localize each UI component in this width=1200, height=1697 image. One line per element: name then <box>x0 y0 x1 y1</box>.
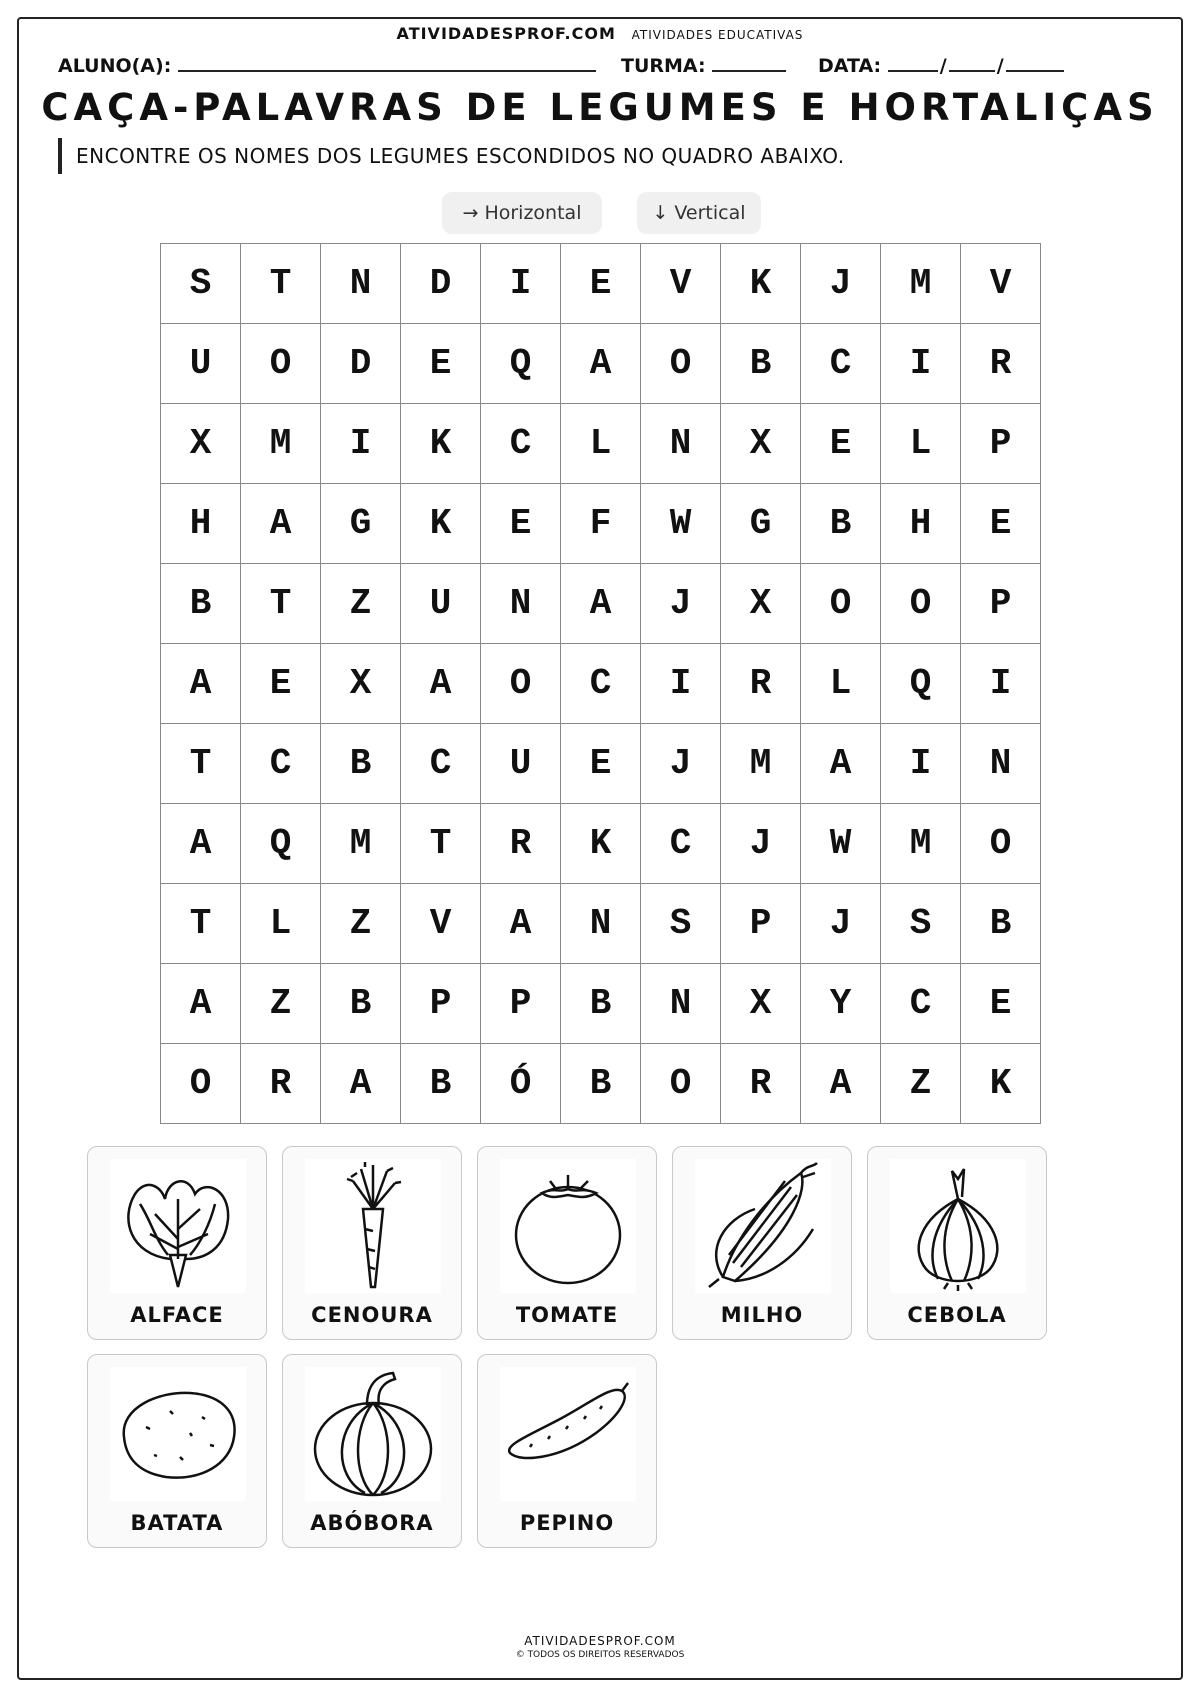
grid-cell[interactable]: P <box>721 884 801 964</box>
grid-cell[interactable]: V <box>961 244 1041 324</box>
grid-row <box>161 644 1041 724</box>
grid-cell[interactable]: E <box>561 244 641 324</box>
grid-cell[interactable]: J <box>721 804 801 884</box>
grid-cell[interactable]: E <box>561 724 641 804</box>
grid-cell[interactable]: A <box>801 1044 881 1124</box>
turma-field[interactable] <box>621 52 786 77</box>
grid-cell[interactable]: P <box>961 404 1041 484</box>
grid-cell[interactable]: O <box>961 804 1041 884</box>
grid-cell[interactable]: P <box>961 564 1041 644</box>
grid-row <box>161 724 1041 804</box>
grid-cell[interactable]: I <box>961 644 1041 724</box>
grid-cell[interactable]: Q <box>881 644 961 724</box>
cucumber-icon <box>500 1367 636 1501</box>
data-field[interactable] <box>818 52 1064 77</box>
grid-cell[interactable]: C <box>241 724 321 804</box>
grid-cell[interactable]: M <box>241 404 321 484</box>
grid-cell[interactable]: J <box>801 884 881 964</box>
grid-cell[interactable]: N <box>561 884 641 964</box>
grid-cell[interactable]: E <box>961 484 1041 564</box>
word-label: ALFACE <box>130 1303 224 1327</box>
site-subtitle: ATIVIDADES EDUCATIVAS <box>631 28 804 42</box>
grid-cell[interactable]: G <box>321 484 401 564</box>
grid-cell[interactable]: A <box>321 1044 401 1124</box>
corn-icon <box>695 1159 831 1293</box>
grid-cell[interactable]: F <box>561 484 641 564</box>
grid-cell[interactable]: N <box>961 724 1041 804</box>
word-card-alface <box>87 1146 267 1340</box>
grid-cell[interactable]: I <box>321 404 401 484</box>
grid-row <box>161 404 1041 484</box>
grid-cell[interactable]: A <box>561 324 641 404</box>
page-title: CAÇA-PALAVRAS DE LEGUMES E HORTALIÇAS <box>41 86 1159 129</box>
grid-cell[interactable]: C <box>801 324 881 404</box>
word-label: PEPINO <box>519 1511 615 1535</box>
grid-cell[interactable]: C <box>881 964 961 1044</box>
grid-cell[interactable]: C <box>641 804 721 884</box>
grid-cell[interactable]: B <box>961 884 1041 964</box>
grid-cell[interactable]: Y <box>801 964 881 1044</box>
grid-cell[interactable]: E <box>801 404 881 484</box>
data-label: DATA: <box>818 55 882 77</box>
grid-cell[interactable]: Ó <box>481 1044 561 1124</box>
grid-cell[interactable]: P <box>401 964 481 1044</box>
grid-cell[interactable]: M <box>881 244 961 324</box>
grid-cell[interactable]: Q <box>481 324 561 404</box>
grid-row <box>161 324 1041 404</box>
word-search-grid <box>160 243 1041 1124</box>
grid-cell[interactable]: B <box>721 324 801 404</box>
lettuce-icon <box>110 1159 246 1293</box>
word-label: CEBOLA <box>907 1303 1007 1327</box>
turma-line[interactable] <box>712 52 786 72</box>
site-name: ATIVIDADESPROF.COM <box>396 24 616 43</box>
word-card-batata <box>87 1354 267 1548</box>
grid-row <box>161 964 1041 1044</box>
grid-cell[interactable]: J <box>641 724 721 804</box>
grid-cell[interactable]: A <box>241 484 321 564</box>
grid-row <box>161 804 1041 884</box>
grid-cell[interactable]: N <box>481 564 561 644</box>
aluno-label: ALUNO(A): <box>58 55 172 77</box>
grid-cell[interactable]: B <box>801 484 881 564</box>
grid-cell[interactable]: T <box>161 724 241 804</box>
grid-cell[interactable]: K <box>961 1044 1041 1124</box>
grid-cell[interactable]: L <box>561 404 641 484</box>
grid-cell[interactable]: U <box>481 724 561 804</box>
aluno-line[interactable] <box>178 52 596 72</box>
grid-cell[interactable]: T <box>401 804 481 884</box>
grid-cell[interactable]: J <box>641 564 721 644</box>
grid-cell[interactable]: R <box>481 804 561 884</box>
grid-cell[interactable]: R <box>721 1044 801 1124</box>
grid-cell[interactable]: V <box>641 244 721 324</box>
grid-cell[interactable]: X <box>321 644 401 724</box>
grid-cell[interactable]: S <box>641 884 721 964</box>
grid-cell[interactable]: N <box>641 404 721 484</box>
footer <box>0 1634 1200 1660</box>
year-line[interactable] <box>1006 52 1064 72</box>
grid-cell[interactable]: B <box>321 724 401 804</box>
grid-cell[interactable]: T <box>241 564 321 644</box>
grid-cell[interactable]: U <box>401 564 481 644</box>
vertical-direction-badge: ↓ Vertical <box>637 192 761 234</box>
grid-cell[interactable]: Z <box>321 564 401 644</box>
grid-cell[interactable]: C <box>481 404 561 484</box>
grid-cell[interactable]: A <box>161 964 241 1044</box>
grid-cell[interactable]: N <box>321 244 401 324</box>
grid-cell[interactable]: M <box>881 804 961 884</box>
word-card-milho <box>672 1146 852 1340</box>
grid-cell[interactable]: H <box>881 484 961 564</box>
grid-cell[interactable]: Z <box>321 884 401 964</box>
grid-cell[interactable]: M <box>721 724 801 804</box>
instruction-text: ENCONTRE OS NOMES DOS LEGUMES ESCONDIDOS NO QUADRO ABAIXO. <box>58 138 845 174</box>
grid-cell[interactable]: E <box>481 484 561 564</box>
grid-cell[interactable]: I <box>641 644 721 724</box>
footer-site: ATIVIDADESPROF.COM <box>524 1634 676 1648</box>
grid-cell[interactable]: A <box>801 724 881 804</box>
grid-cell[interactable]: B <box>561 1044 641 1124</box>
grid-cell[interactable]: J <box>801 244 881 324</box>
grid-row <box>161 884 1041 964</box>
grid-row <box>161 564 1041 644</box>
word-card-abobora <box>282 1354 462 1548</box>
date-slash: / <box>996 55 1004 77</box>
grid-cell[interactable]: U <box>161 324 241 404</box>
word-card-pepino <box>477 1354 657 1548</box>
turma-label: TURMA: <box>621 55 706 77</box>
word-label: CENOURA <box>311 1303 433 1327</box>
grid-cell[interactable]: X <box>721 564 801 644</box>
grid-cell[interactable]: A <box>401 644 481 724</box>
tomato-icon <box>500 1159 636 1293</box>
grid-cell[interactable]: M <box>321 804 401 884</box>
horizontal-direction-badge: → Horizontal <box>442 192 602 234</box>
grid-cell[interactable]: I <box>881 324 961 404</box>
grid-cell[interactable]: I <box>881 724 961 804</box>
student-fields <box>58 52 1148 82</box>
grid-cell[interactable]: N <box>641 964 721 1044</box>
grid-cell[interactable]: D <box>401 244 481 324</box>
grid-cell[interactable]: O <box>241 324 321 404</box>
grid-cell[interactable]: R <box>241 1044 321 1124</box>
grid-cell[interactable]: W <box>801 804 881 884</box>
aluno-field[interactable] <box>58 52 596 77</box>
grid-cell[interactable]: E <box>401 324 481 404</box>
grid-cell[interactable]: C <box>561 644 641 724</box>
grid-cell[interactable]: C <box>401 724 481 804</box>
grid-cell[interactable]: T <box>161 884 241 964</box>
grid-cell[interactable]: R <box>721 644 801 724</box>
grid-cell[interactable]: Q <box>241 804 321 884</box>
day-line[interactable] <box>888 52 938 72</box>
grid-cell[interactable]: H <box>161 484 241 564</box>
grid-cell[interactable]: O <box>881 564 961 644</box>
footer-rights: © TODOS OS DIREITOS RESERVADOS <box>515 1650 685 1660</box>
grid-cell[interactable]: S <box>881 884 961 964</box>
grid-row <box>161 1044 1041 1124</box>
grid-cell[interactable]: R <box>961 324 1041 404</box>
grid-cell[interactable]: Z <box>881 1044 961 1124</box>
grid-cell[interactable]: L <box>801 644 881 724</box>
grid-cell[interactable]: O <box>161 1044 241 1124</box>
grid-cell[interactable]: P <box>481 964 561 1044</box>
carrot-icon <box>305 1159 441 1293</box>
grid-cell[interactable]: E <box>241 644 321 724</box>
word-label: ABÓBORA <box>310 1511 434 1535</box>
grid-cell[interactable]: A <box>481 884 561 964</box>
grid-cell[interactable]: W <box>641 484 721 564</box>
grid-row <box>161 244 1041 324</box>
grid-cell[interactable]: K <box>721 244 801 324</box>
grid-cell[interactable]: L <box>881 404 961 484</box>
word-label: BATATA <box>130 1511 224 1535</box>
onion-icon <box>890 1159 1026 1293</box>
grid-cell[interactable]: A <box>161 644 241 724</box>
grid-cell[interactable]: A <box>561 564 641 644</box>
grid-cell[interactable]: B <box>161 564 241 644</box>
word-card-tomate <box>477 1146 657 1340</box>
grid-cell[interactable]: A <box>161 804 241 884</box>
grid-cell[interactable]: T <box>241 244 321 324</box>
grid-cell[interactable]: X <box>721 404 801 484</box>
grid-cell[interactable]: I <box>481 244 561 324</box>
grid-cell[interactable]: L <box>241 884 321 964</box>
pumpkin-icon <box>305 1367 441 1501</box>
grid-cell[interactable]: X <box>161 404 241 484</box>
grid-cell[interactable]: S <box>161 244 241 324</box>
potato-icon <box>110 1367 246 1501</box>
word-label: TOMATE <box>515 1303 619 1327</box>
grid-cell[interactable]: O <box>801 564 881 644</box>
grid-cell[interactable]: Z <box>241 964 321 1044</box>
grid-cell[interactable]: K <box>401 484 481 564</box>
month-line[interactable] <box>949 52 995 72</box>
grid-cell[interactable]: V <box>401 884 481 964</box>
site-header <box>0 24 1200 43</box>
grid-cell[interactable]: O <box>641 1044 721 1124</box>
grid-cell[interactable]: D <box>321 324 401 404</box>
word-card-cenoura <box>282 1146 462 1340</box>
word-card-cebola <box>867 1146 1047 1340</box>
grid-cell[interactable]: B <box>321 964 401 1044</box>
word-label: MILHO <box>720 1303 804 1327</box>
date-slash: / <box>939 55 947 77</box>
grid-cell[interactable]: K <box>401 404 481 484</box>
grid-cell[interactable]: B <box>561 964 641 1044</box>
grid-cell[interactable]: K <box>561 804 641 884</box>
grid-cell[interactable]: O <box>641 324 721 404</box>
grid-cell[interactable]: X <box>721 964 801 1044</box>
grid-cell[interactable]: G <box>721 484 801 564</box>
grid-row <box>161 484 1041 564</box>
grid-cell[interactable]: B <box>401 1044 481 1124</box>
grid-cell[interactable]: O <box>481 644 561 724</box>
grid-cell[interactable]: E <box>961 964 1041 1044</box>
